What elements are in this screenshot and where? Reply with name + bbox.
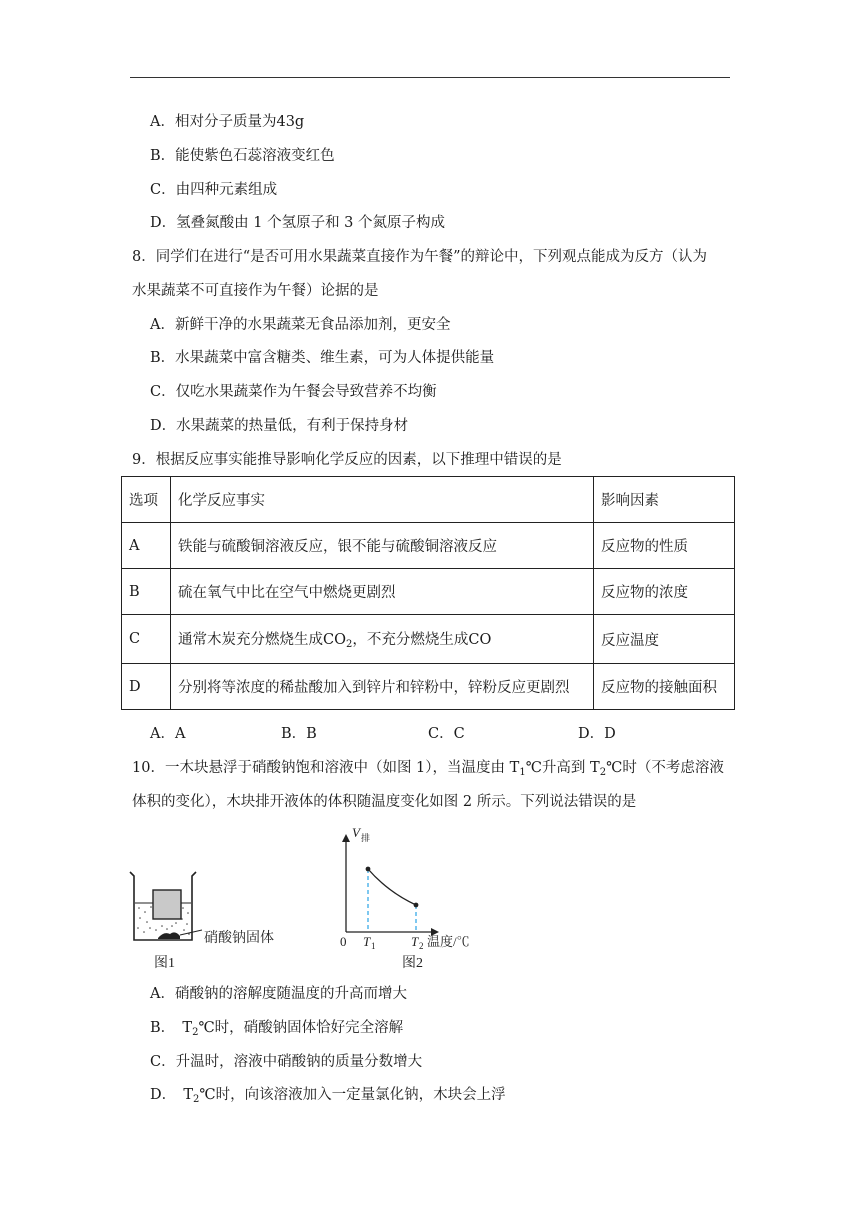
x-axis-label: 温度/℃: [427, 934, 470, 949]
volume-curve: [368, 869, 416, 905]
header-rule: [130, 77, 730, 78]
q8-stem-line1: 8．同学们在进行“是否可用水果蔬菜直接作为午餐”的辩论中，下列观点能成为反方（认为: [132, 249, 708, 265]
fig1-caption: 图1: [154, 956, 175, 970]
row-factor: 反应物的浓度: [594, 569, 735, 615]
y-axis-label: V: [352, 825, 360, 840]
beaker-figure: [130, 872, 274, 970]
wooden-block: [153, 890, 181, 919]
table-row: [122, 569, 735, 615]
row-fact-part2: ，不充分燃烧生成CO: [352, 632, 492, 648]
fig2-caption: 图2: [402, 956, 423, 970]
q10-option-d-sub: 2: [193, 1094, 200, 1105]
q8-option-c: C．仅吃水果蔬菜作为午餐会导致营养不均衡: [150, 384, 437, 400]
co2-subscript: 2: [345, 639, 353, 650]
q9-stem: 9．根据反应事实能推导影响化学反应的因素，以下推理中错误的是: [132, 452, 562, 468]
table-header-row: [122, 477, 735, 523]
q9-answer-c: C．C: [428, 726, 465, 742]
t1-subscript: 1: [519, 767, 526, 778]
origin-label: 0: [340, 934, 347, 949]
q8-option-b: B．水果蔬菜中富含糖类、维生素，可为人体提供能量: [150, 350, 495, 366]
q10-stem-line2: 体积的变化），木块排开液体的体积随温度变化如图 2 所示。下列说法错误的是: [132, 794, 637, 810]
row-option: A: [122, 523, 171, 569]
row-factor: 反应温度: [594, 615, 735, 664]
q10-option-d: [150, 1085, 506, 1110]
header-option: 选项: [122, 477, 171, 523]
table-row: [122, 615, 735, 664]
point-t1: [366, 867, 371, 872]
q10-option-b-sub: 2: [192, 1027, 199, 1038]
header-fact: 化学反应事实: [171, 477, 594, 523]
q7-option-d: D．氢叠氮酸由 1 个氢原子和 3 个氮原子构成: [150, 215, 446, 231]
row-option: C: [122, 615, 171, 664]
row-fact: 铁能与硫酸铜溶液反应，银不能与硫酸铜溶液反应: [171, 523, 594, 569]
q8-stem-line2: 水果蔬菜不可直接作为午餐）论据的是: [132, 283, 379, 299]
row-fact: [171, 615, 594, 664]
q10-option-a: A．硝酸钠的溶解度随温度的升高而增大: [150, 986, 407, 1002]
fig1-label: 硝酸钠固体: [204, 931, 274, 946]
t2-subscript: 2: [599, 767, 607, 778]
q10-stem-part3: ℃时（不考虑溶液: [606, 760, 724, 776]
t1-label-sub: 1: [371, 941, 376, 951]
t2-label-sub: 2: [419, 941, 424, 951]
row-option: D: [122, 664, 171, 710]
q7-option-a: A．相对分子质量为43g: [150, 114, 305, 130]
q10-stem-line1: [132, 758, 724, 783]
q10-option-d-part1: D． T: [150, 1087, 194, 1103]
t2-label: T: [411, 934, 419, 949]
q9-answer-b: B．B: [281, 726, 317, 742]
q10-option-b: [150, 1018, 403, 1043]
y-axis-arrow: [342, 834, 350, 842]
header-factor: 影响因素: [594, 477, 735, 523]
row-option: B: [122, 569, 171, 615]
q8-option-d: D．水果蔬菜的热量低，有利于保持身材: [150, 418, 409, 434]
y-axis-label-sub: 排: [361, 833, 371, 843]
row-fact: 硫在氧气中比在空气中燃烧更剧烈: [171, 569, 594, 615]
label-leader: [180, 930, 202, 935]
q7-option-b: B．能使紫色石蕊溶液变红色: [150, 148, 335, 164]
q10-option-b-part2: ℃时，硝酸钠固体恰好完全溶解: [198, 1020, 404, 1036]
q9-answer-a: A．A: [150, 726, 186, 742]
q8-option-a: A．新鲜干净的水果蔬菜无食品添加剂，更安全: [150, 317, 451, 333]
q10-stem-part2: ℃升高到 T: [525, 760, 600, 776]
q10-stem-part1: 10．一木块悬浮于硝酸钠饱和溶液中（如图 1），当温度由 T: [132, 760, 520, 776]
t1-label: T: [363, 934, 371, 949]
graph-figure: [340, 825, 470, 970]
table-row: [122, 664, 735, 710]
row-factor: 反应物的性质: [594, 523, 735, 569]
table-row: [122, 523, 735, 569]
q10-option-b-part1: B． T: [150, 1020, 193, 1036]
q10-option-c: C．升温时，溶液中硝酸钠的质量分数增大: [150, 1054, 423, 1070]
q7-option-c: C．由四种元素组成: [150, 182, 278, 198]
solid-sediment: [158, 932, 180, 939]
q10-option-d-part2: ℃时，向该溶液加入一定量氯化钠，木块会上浮: [199, 1087, 506, 1103]
row-fact: 分别将等浓度的稀盐酸加入到锌片和锌粉中，锌粉反应更剧烈: [171, 664, 594, 710]
q9-answer-d: D．D: [578, 726, 616, 742]
q9-table: [121, 476, 735, 710]
row-factor: 反应物的接触面积: [594, 664, 735, 710]
row-fact-part1: 通常木炭充分燃烧生成CO: [178, 632, 346, 648]
q10-figures: [120, 820, 500, 970]
point-t2: [414, 903, 419, 908]
